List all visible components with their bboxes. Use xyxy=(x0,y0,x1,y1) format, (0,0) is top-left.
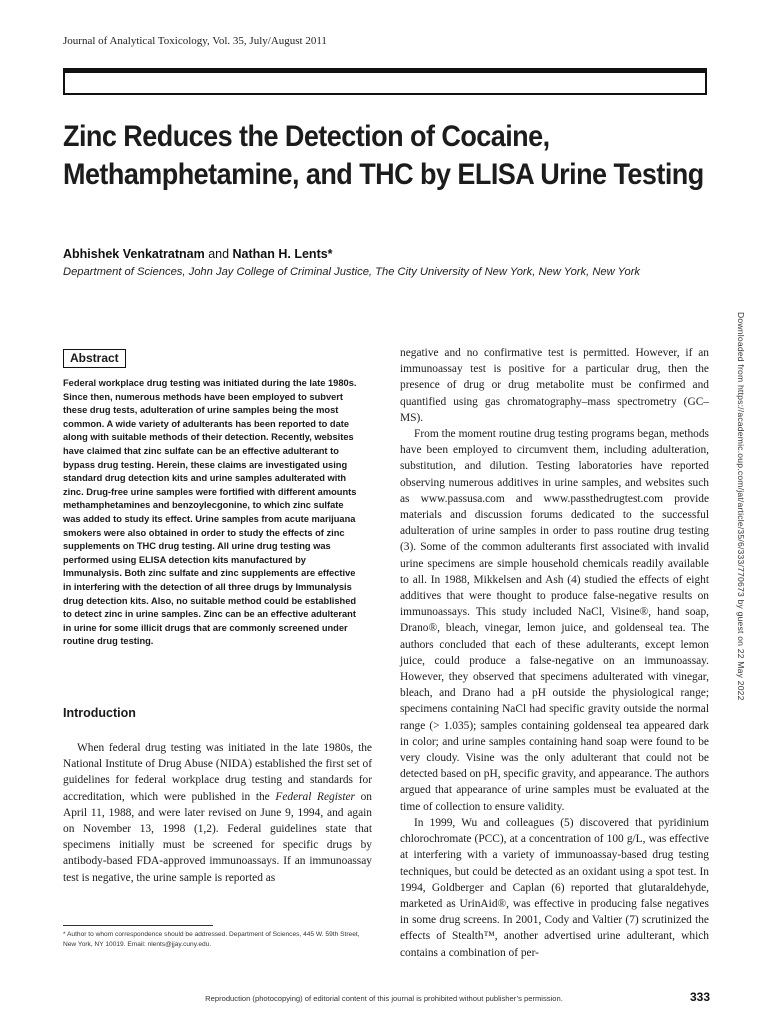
download-watermark: Downloaded from https://academic.oup.com/jat/article/35/6/333/770673 by guest on 22 May 2022 xyxy=(736,312,746,701)
author-join: and xyxy=(204,247,233,261)
article-title xyxy=(63,118,704,194)
abstract-label: Abstract xyxy=(63,349,126,368)
page-number: 333 xyxy=(690,990,711,1004)
header-rule-box xyxy=(63,68,707,95)
introduction-heading: Introduction xyxy=(63,706,136,720)
abstract-text: Federal workplace drug testing was initiated during the late 1980s. Since then, numerous methods have been employed to subvert these drug tests, adulteration of urine samples being the most common. A wide variety of adulterants has been reported to date along with suitable methods of their detection. Recently, websites have claimed that zinc sulfate can be an effective adulterant to bypass drug testing. Herein, these claims are investigated using standard drug detection kits and urine samples adulterated with zinc. Drug-free urine samples were fortified with different amounts methamphetamines and benzoylecgonine, to which zinc sulfate was added to study its effect. Urine samples from acute marijuana smokers were also obtained in order to study the effects of zinc supplements on THC drug testing. All urine drug testing was performed using ELISA detection kits manufactured by Immunalysis. Both zinc sulfate and zinc supplements are effective in interfering with the detection of all three drugs by Immunalysis drug detection kits. Also, no suitable method could be established to detect zinc in urine samples. Zinc can be an effective adulterant in urine for some illicit drugs that are commonly screened under routine drug testing. xyxy=(63,378,357,647)
right-paragraph-1: negative and no confirmative test is permitted. However, if an immunoassay test is positive for a particular drug, then the presence of drug or drug metabolite must be confirmed and quantified using gas chromatography–mass spectrometry (GC–MS). xyxy=(400,347,709,424)
right-paragraph-2: From the moment routine drug testing programs began, methods have been employed to circumvent them, including adulteration, substitution, and dilution. Testing laboratories have reported observing numerous additives in urine samples, and websites such as www.passusa.com and www.passthedrugtest.com provide materials and discussion forums dedicated to the successful adulteration of urine samples in order to pass routine drug testing (3). Some of the common adulterants first associated with invalid urine specimens are simple household chemicals readily available to all. In 1988, Mikkelsen and Ash (4) studied the effects of eight additives that were thought to produce false-negative results on immunoassays. This study included NaCl, Visine®, hand soap, Drano®, bleach, vinegar, lemon juice, and goldenseal tea. The authors concluded that each of these adulterants, except lemon juice, could produce a false-negative on an immunoassay. However, they observed that specimens adulterated with vinegar, bleach, and Drano had a pH outside the physiological range; specimens containing NaCl had specific gravity outside the normal range (> 1.035); samples containing goldenseal tea appeared dark in color; and urine samples containing hand soap were found to be very cloudy. Visine was the only adulterant that could not be detected based on pH, specific gravity, and appearance. The authors argued that appearance of urine samples must be evaluated at the time of collection to ensure validity. xyxy=(400,428,709,813)
intro-text-a: When federal drug testing was initiated in the late 1980s, the National Institute of Drug Abuse (NIDA) established the first set of guidelines for federal workplace drug testing and standards for accreditation, which were published in the xyxy=(63,742,372,803)
introduction-paragraph xyxy=(63,740,372,886)
author-2: Nathan H. Lents* xyxy=(232,247,333,261)
intro-text-b: on April 11, 1988, and were later revised on June 9, 1994, and again on November 13, 1998 (1,2). Federal guidelines state that specimens initially must be screened for specific drugs by antibody-based FDA-approved immunoassays. If an immunoassay test is negative, the urine sample is reported as xyxy=(63,790,372,884)
affiliation: Department of Sciences, John Jay College of Criminal Justice, The City University of New York, New York, New York xyxy=(63,266,641,278)
title-line-2: Methamphetamine, and THC by ELISA Urine Testing xyxy=(63,158,704,191)
author-list xyxy=(63,247,333,261)
right-paragraph-3: In 1999, Wu and colleagues (5) discovered that pyridinium chlorochromate (PCC), at a concentration of 100 g/L, was effective at interfering with a variety of immunoassay-based drug testing techniques, but could be detected as an oxidant using a spot test. In 1994, Goldberger and Caplan (6) reported that glutaraldehyde, marketed as UrinAid®, was effective in producing false negatives in some drug screens. In 2001, Cody and Valtier (7) scrutinized the effects of Stealth™, another advertised urine adulterant, which contains a combination of per- xyxy=(400,816,709,959)
right-column xyxy=(400,345,709,961)
title-line-1: Zinc Reduces the Detection of Cocaine, xyxy=(63,120,550,153)
correspondence-footnote: * Author to whom correspondence should be addressed. Department of Sciences, 445 W. 59th Street, New York, NY 10019. Email: nlents@jjay.cuny.edu. xyxy=(63,931,360,948)
author-1: Abhishek Venkatratnam xyxy=(63,247,205,261)
intro-federal-register: Federal Register xyxy=(275,790,355,803)
footer-notice: Reproduction (photocopying) of editorial content of this journal is prohibited without publisher’s permission. xyxy=(205,994,563,1003)
footnote-rule xyxy=(63,925,213,926)
journal-citation: Journal of Analytical Toxicology, Vol. 35, July/August 2011 xyxy=(63,35,327,47)
